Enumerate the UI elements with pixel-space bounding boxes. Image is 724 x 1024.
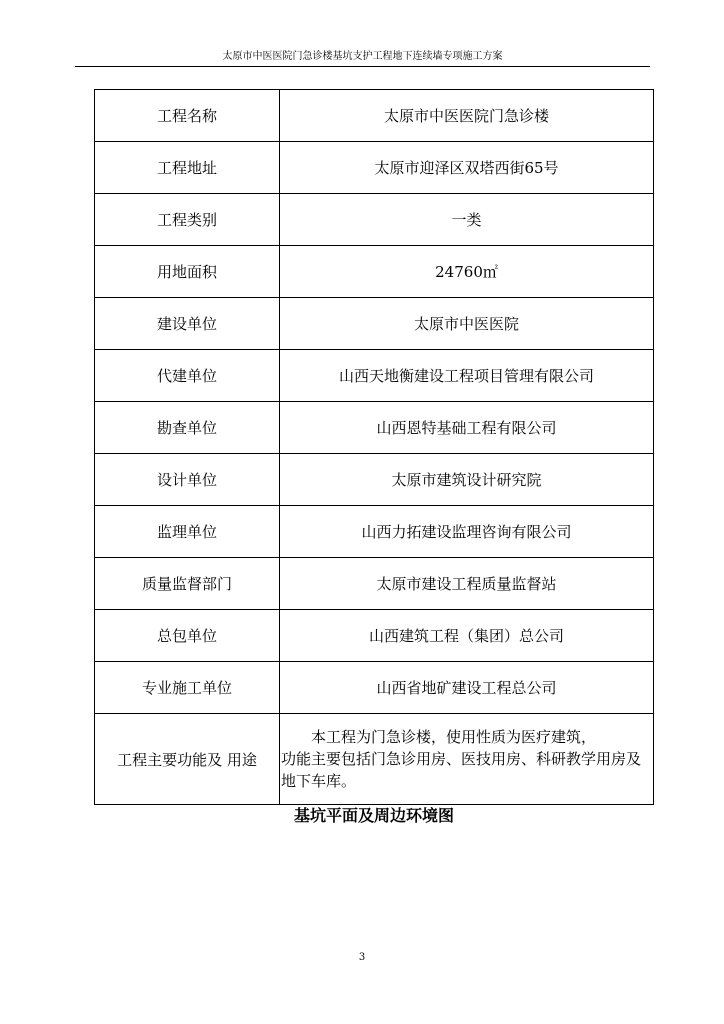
row-value: 山西省地矿建设工程总公司 bbox=[280, 662, 654, 714]
header-rule bbox=[75, 66, 650, 67]
function-description-line2: 功能主要包括门急诊用房、医技用房、科研教学用房及地下车库。 bbox=[281, 750, 642, 790]
table-row bbox=[95, 506, 654, 558]
function-description-line1: 本工程为门急诊楼，使用性质为医疗建筑， bbox=[311, 728, 597, 746]
row-value: 太原市中医医院门急诊楼 bbox=[280, 90, 654, 142]
row-value: 山西力拓建设监理咨询有限公司 bbox=[280, 506, 654, 558]
row-value: 山西恩特基础工程有限公司 bbox=[280, 402, 654, 454]
row-value: 太原市建设工程质量监督站 bbox=[280, 558, 654, 610]
table-row bbox=[95, 558, 654, 610]
project-info-table bbox=[94, 89, 654, 805]
row-value: 山西天地衡建设工程项目管理有限公司 bbox=[280, 350, 654, 402]
row-label: 总包单位 bbox=[95, 610, 280, 662]
section-title: 基坑平面及周边环境图 bbox=[293, 806, 454, 825]
row-label: 监理单位 bbox=[95, 506, 280, 558]
row-value: 一类 bbox=[280, 194, 654, 246]
table-row bbox=[95, 402, 654, 454]
row-value: 山西建筑工程（集团）总公司 bbox=[280, 610, 654, 662]
table-row bbox=[95, 298, 654, 350]
row-label: 勘查单位 bbox=[95, 402, 280, 454]
table-row bbox=[95, 610, 654, 662]
table-row bbox=[95, 246, 654, 298]
table-row bbox=[95, 454, 654, 506]
row-label: 设计单位 bbox=[95, 454, 280, 506]
row-label: 工程地址 bbox=[95, 142, 280, 194]
table-row bbox=[95, 142, 654, 194]
function-description bbox=[280, 714, 654, 805]
row-value: 太原市迎泽区双塔西街65号 bbox=[280, 142, 654, 194]
row-label: 工程名称 bbox=[95, 90, 280, 142]
row-label: 代建单位 bbox=[95, 350, 280, 402]
row-label: 用地面积 bbox=[95, 246, 280, 298]
row-value: 24760㎡ bbox=[280, 246, 654, 298]
table-row bbox=[95, 662, 654, 714]
row-label: 专业施工单位 bbox=[95, 662, 280, 714]
running-header: 太原市中医医院门急诊楼基坑支护工程地下连续墙专项施工方案 bbox=[222, 51, 503, 62]
row-label: 工程类别 bbox=[95, 194, 280, 246]
row-value: 太原市中医医院 bbox=[280, 298, 654, 350]
table-row bbox=[95, 90, 654, 142]
table-row-function bbox=[95, 714, 654, 805]
row-label: 建设单位 bbox=[95, 298, 280, 350]
page-number: 3 bbox=[358, 952, 366, 963]
function-label: 工程主要功能及 用途 bbox=[95, 714, 280, 805]
row-label: 质量监督部门 bbox=[95, 558, 280, 610]
row-value: 太原市建筑设计研究院 bbox=[280, 454, 654, 506]
table-row bbox=[95, 350, 654, 402]
table-row bbox=[95, 194, 654, 246]
